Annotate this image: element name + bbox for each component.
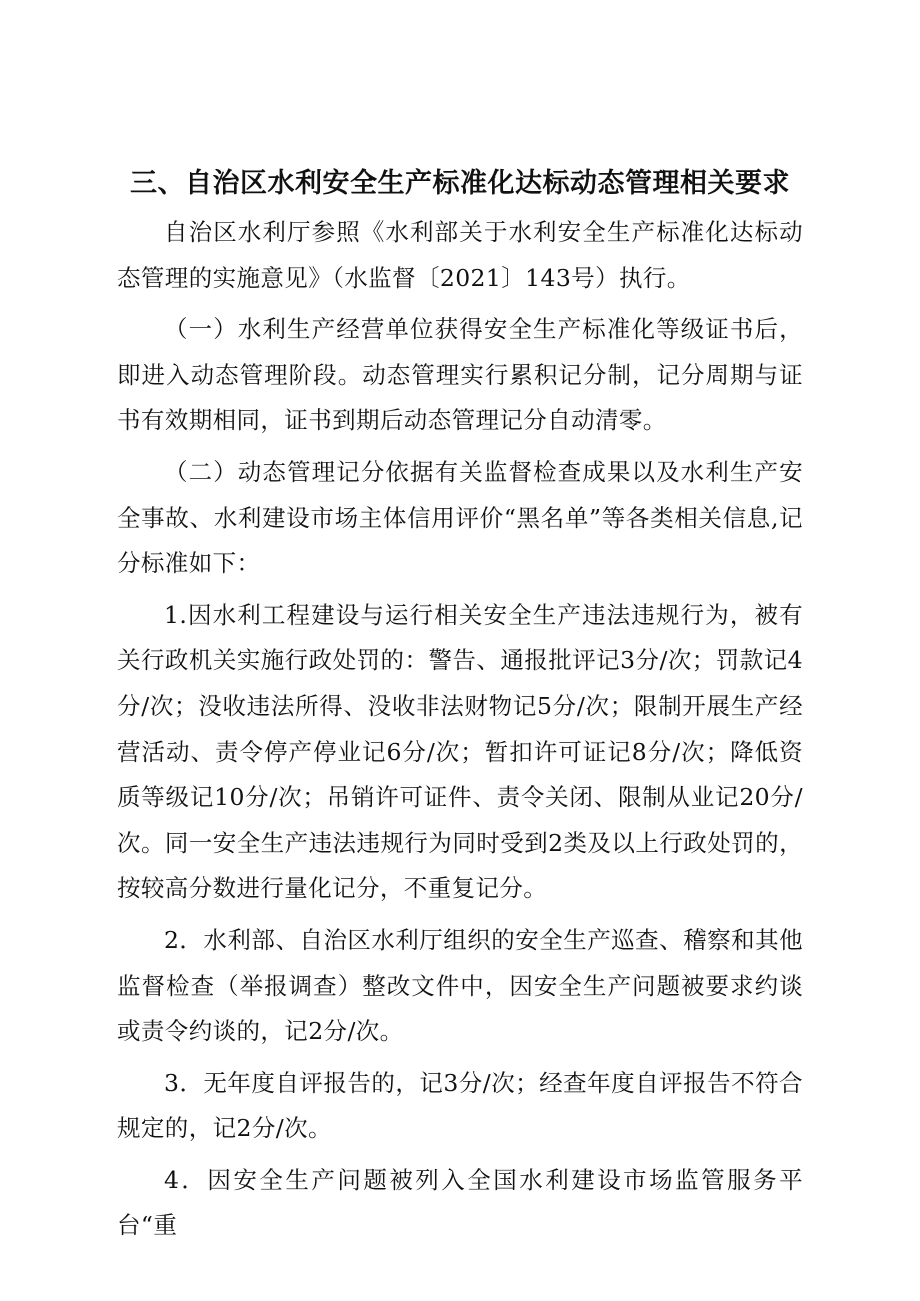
document-body [117,210,803,1249]
paragraph-rule-3: 3．无年度自评报告的，记3分/次；经查年度自评报告不符合规定的，记2分/次。 [117,1068,803,1143]
section-heading: 三、自治区水利安全生产标准化达标动态管理相关要求 [130,168,790,199]
paragraph-rule-4: 4．因安全生产问题被列入全国水利建设市场监管服务平台“重 [117,1165,803,1240]
paragraph-item-1: （一）水利生产经营单位获得安全生产标准化等级证书后，即进入动态管理阶段。动态管理实行累积记分制，记分周期与证书有效期相同，证书到期后动态管理记分自动清零。 [117,315,803,435]
paragraph-rule-1: 1.因水利工程建设与运行相关安全生产违法违规行为，被有关行政机关实施行政处罚的：警告、通报批评记3分/次；罚款记4分/次；没收违法所得、没收非法财物记5分/次；限制开展生产经营活动、责令停产停业记6分/次；暂扣许可证记8分/次；降低资质等级记10分/次；吊销许可证件、责令关闭、限制从业记20分/次。同一安全生产违法违规行为同时受到2类及以上行政处罚的，按较高分数进行量化记分，不重复记分。 [117,600,803,903]
paragraph-reference: 自治区水利厅参照《水利部关于水利安全生产标准化达标动态管理的实施意见》（水监督〔2021〕143号）执行。 [117,218,803,292]
paragraph-item-2: （二）动态管理记分依据有关监督检查成果以及水利生产安全事故、水利建设市场主体信用评价“黑名单”等各类相关信息,记分标准如下： [117,457,803,578]
paragraph-rule-2: 2．水利部、自治区水利厅组织的安全生产巡查、稽察和其他监督检查（举报调查）整改文件中，因安全生产问题被要求约谈或责令约谈的，记2分/次。 [117,925,803,1046]
